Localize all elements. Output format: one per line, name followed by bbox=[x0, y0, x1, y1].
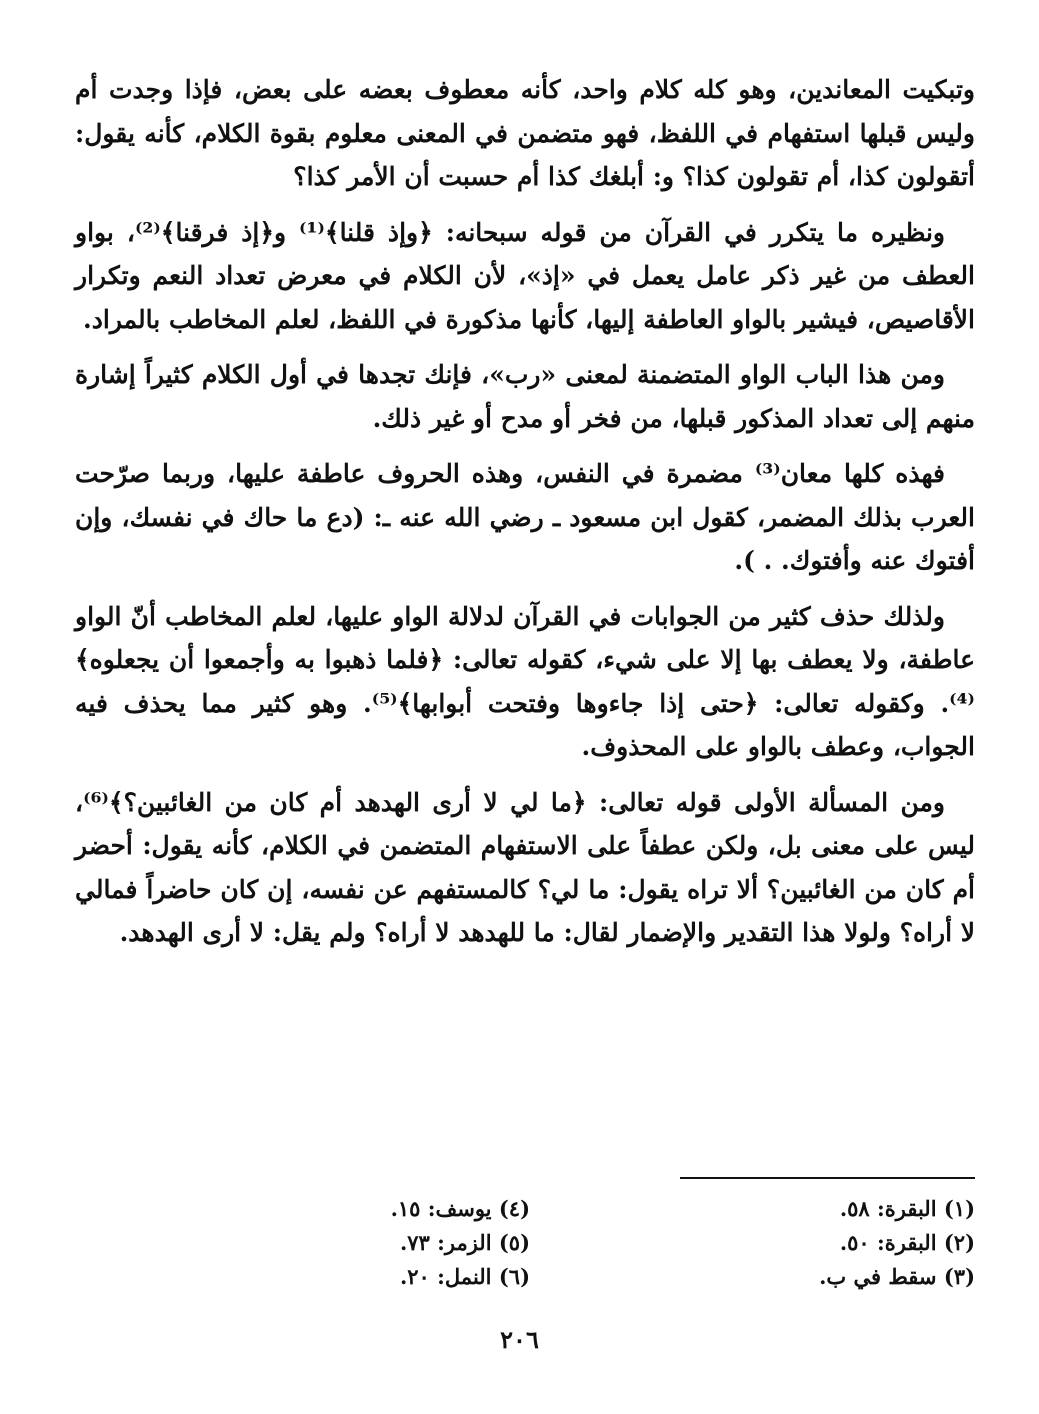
footnote-divider bbox=[680, 1177, 975, 1179]
footnote-2: (٢) البقرة: ٥٠. bbox=[839, 1230, 975, 1255]
footnote-1: (١) البقرة: ٥٨. bbox=[839, 1196, 975, 1221]
footnotes-right-column bbox=[680, 1192, 975, 1294]
page-number: ٢٠٦ bbox=[500, 1325, 539, 1354]
paragraph-4: فهذه كلها معان⁽³⁾ مضمرة في النفس، وهذه الحروف عاطفة عليها، وربما صرّحت العرب بذلك المضمر، كقول ابن مسعود ـ رضي الله عنه ـ: (دع ما حاك في نفسك، وإن أفتوك عنه وأفتوك. . ). bbox=[75, 459, 975, 575]
paragraph-5: ولذلك حذف كثير من الجوابات في القرآن لدلالة الواو عليها، لعلم المخاطب أنّ الواو عاطفة، ولا يعطف بها إلا على شيء، كقوله تعالى: ﴿فلما ذهبوا به وأجمعوا أن يجعلوه﴾⁽⁴⁾. وكقوله تعالى: ﴿حتى إذا جاءوها وفتحت أبوابها﴾⁽⁵⁾. وهو كثير مما يحذف فيه الجواب، وعطف بالواو على المحذوف. bbox=[75, 601, 975, 761]
paragraph-1: وتبكيت المعاندين، وهو كله كلام واحد، كأنه معطوف بعضه على بعض، فإذا وجدت أم وليس قبلها استفهام في اللفظ، فهو متضمن في المعنى معلوم بقوة الكلام، كأنه يقول: أتقولون كذا، أم تقولون كذا؟ و: أبلغك كذا أم حسبت أن الأمر كذا؟ bbox=[75, 75, 975, 191]
main-text bbox=[75, 68, 975, 967]
footnote-3: (٣) سقط في ب. bbox=[819, 1264, 975, 1289]
paragraph-6: ومن المسألة الأولى قوله تعالى: ﴿ما لي لا أرى الهدهد أم كان من الغائبين؟﴾⁽⁶⁾، ليس على معنى بل، ولكن عطفاً على الاستفهام المتضمن في الكلام، كأنه يقول: أحضر أم كان من الغائبين؟ ألا تراه يقول: ما لي؟ كالمستفهم عن نفسه، إن كان حاضراً فمالي لا أراه؟ ولولا هذا التقدير والإضمار لقال: ما للهدهد لا أراه؟ ولم يقل: لا أرى الهدهد. bbox=[75, 787, 975, 947]
footnote-4: (٤) يوسف: ١٥. bbox=[390, 1196, 530, 1221]
paragraph-3: ومن هذا الباب الواو المتضمنة لمعنى «رب»، فإنك تجدها في أول الكلام كثيراً إشارة منهم إلى تعداد المذكور قبلها، من فخر أو مدح أو غير ذلك. bbox=[75, 360, 975, 433]
footnote-5: (٥) الزمر: ٧٣. bbox=[399, 1230, 530, 1255]
footnote-6: (٦) النمل: ٢٠. bbox=[399, 1264, 530, 1289]
footnotes-left-column bbox=[340, 1192, 530, 1294]
paragraph-2: ونظيره ما يتكرر في القرآن من قوله سبحانه: ﴿وإذ قلنا﴾⁽¹⁾ و﴿إذ فرقنا﴾⁽²⁾، بواو العطف من غير ذكر عامل يعمل في «إذ»، لأن الكلام في معرض تعداد النعم وتكرار الأقاصيص، فيشير بالواو العاطفة إليها، كأنها مذكورة في اللفظ، لعلم المخاطب بالمراد. bbox=[75, 217, 975, 334]
